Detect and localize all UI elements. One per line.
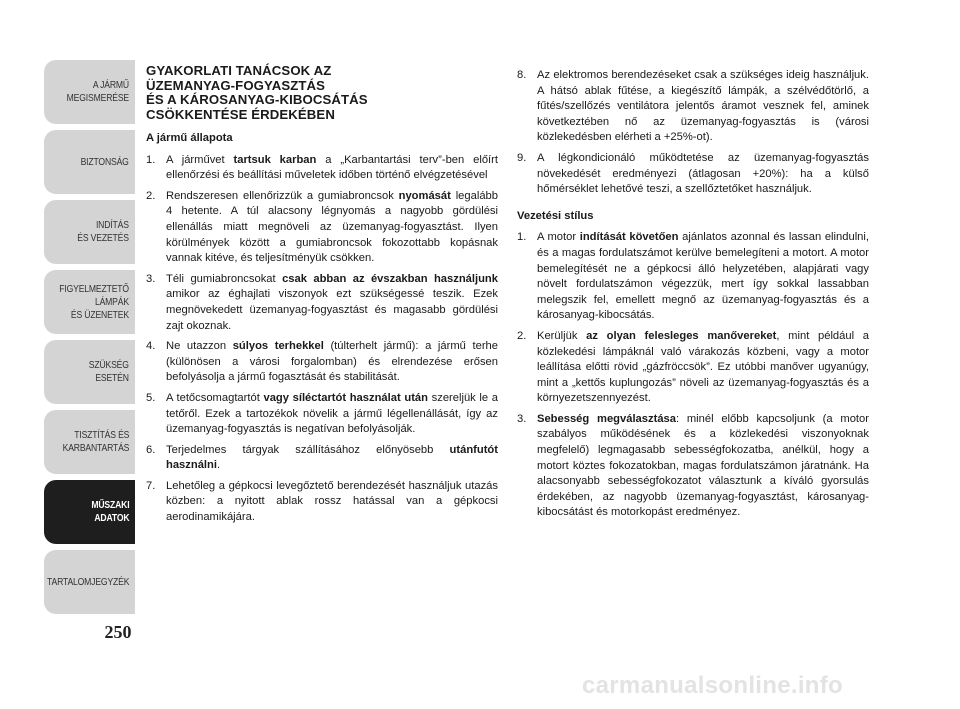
tab-label: BIZTONSÁG [80,155,129,168]
item-text: . [216,459,221,472]
item-number: 3. [146,272,156,285]
subheading-vehicle-condition: A jármű állapota [146,132,233,144]
item-emphasis: nyomását [398,189,451,202]
list-item [517,412,869,521]
item-text: amikor az éghajlati viszonyok ezt szükségessé teszik. Ezek megnövekedett üzemanyag-fogyasztást és magasabb gördülési zajt okoznak. [166,288,498,332]
item-number: 5. [146,391,156,404]
list-item [146,339,498,386]
tab-maintenance[interactable] [44,410,135,474]
item-emphasis: tartsuk karban [233,153,317,166]
list-item [517,151,869,198]
item-emphasis: utánfutót használni [166,443,498,472]
list-item [146,479,498,526]
list-item [146,153,498,184]
item-number: 7. [146,479,156,492]
tab-label: INDÍTÁS ÉS VEZETÉS [77,219,129,244]
item-number: 2. [146,189,156,202]
list-item [146,443,498,474]
item-number: 6. [146,443,156,456]
tab-index[interactable] [44,550,135,614]
item-text: Kerüljük [537,329,587,342]
tab-label: TISZTÍTÁS ÉS KARBANTARTÁS [62,429,129,454]
item-number: 1. [517,231,527,244]
tab-label: SZÜKSÉG ESETÉN [88,359,129,384]
list-item [517,68,869,146]
driving-style-list [517,230,869,521]
tab-warning-lights[interactable] [44,270,135,334]
item-text: A tetőcsomagtartót [166,391,264,404]
item-text: szereljük le a tetőről. Ezek a tartozékok növelik a jármű légellenállását, így az üzemanyag-fogyasztás is negatívan befolyásolják. [166,391,498,436]
list-item [517,230,869,324]
list-item [146,272,498,334]
item-text: a „Karbantartási terv”-ben előírt ellenőrzési és beállítási műveletek időben történő elvégzetésével [166,153,498,182]
item-emphasis: csak abban az évszakban használjunk [282,272,498,285]
item-number: 1. [146,153,156,166]
left-column [146,64,498,531]
item-number: 8. [517,69,527,81]
tab-emergency[interactable] [44,340,135,404]
item-emphasis: Sebesség megválasztása [537,412,676,425]
tips-list [146,153,498,526]
watermark: carmanualsonline.info [582,672,844,699]
tab-label: A JÁRMŰ MEGISMERÉSE [66,79,129,104]
list-item [517,329,869,407]
item-text: A motor [537,231,580,244]
tips-list-continued [517,68,869,198]
list-item [146,189,498,267]
item-text: A légkondicionáló működtetése az üzemanyag-fogyasztás növekedését eredményezi (átlagosan +20%): ha a külső hőmérséklet lehetővé teszi, a szellőztetőket használjuk. [537,151,869,196]
item-text: Rendszeresen ellenőrizzük a gumiabroncsok [166,189,399,202]
list-item [146,391,498,438]
tab-technical-data[interactable] [44,480,135,544]
tab-label: TARTALOMJEGYZÉK [46,575,129,588]
item-emphasis: indítását követően [579,231,679,244]
item-number: 4. [146,340,156,353]
item-text: (túlterhelt jármű): a jármű terhe (különösen a városi forgalomban) és elrendezése erősen befolyásolja a jármű fogasztását és stabilitását. [166,340,498,384]
tab-vehicle-overview[interactable] [44,60,135,124]
item-text: Lehetőleg a gépkocsi levegőztető berendezését használjuk utazás közben: a nyitott ablak rossz hatással van a gépkocsi aerodinamikájára. [166,479,498,524]
right-column [517,68,869,526]
subheading-driving-style: Vezetési stílus [517,209,594,222]
item-number: 3. [517,412,527,425]
item-text: Az elektromos berendezéseket csak a szükséges ideig használjuk. A hátsó ablak fűtése, a kiegészítő lámpák, a szélvédőtörlő, a fűtés/szellőzés ventilátora jelentős áramot vesznek fel, aminek következtében nő az üzemanyag-fogyasztás is (városi közlekedésben elérheti a +25%-ot). [537,69,869,144]
tab-safety[interactable] [44,130,135,194]
page-number: 250 [104,622,132,642]
item-text: A járművet [166,153,234,166]
item-text: Terjedelmes tárgyak szállításához előnyösebb [166,443,450,456]
item-emphasis: súlyos terhekkel [232,340,324,353]
section-heading: GYAKORLATI TANÁCSOK AZ ÜZEMANYAG-FOGYASZTÁS ÉS A KÁROSANYAG-KIBOCSÁTÁS CSÖKKENTÉSE ÉRDEKÉBEN [146,63,368,122]
item-text: legalább 4 hetente. A túl alacsony légnyomás a nagyobb gördülési ellenállás miatt megnöveli az üzemanyag-fogyasztást. Ilyen körülmények között a gumiabroncsok fokozottabb kopásnak vannak kitéve, és teljesítményük csökken. [166,189,498,265]
item-text: Ne utazzon [166,340,233,353]
item-text: , mint például a közlekedési lámpáknál való várakozás közbeni, vagy a motor leállítása előtti rövid „gázfröccsök”. Ez utóbbi manőver ugyanúgy, mint a „kettős kuplungozás” növeli az üzemanyag-fogyasztás és a környezetszennyezést. [537,329,870,405]
item-number: 9. [517,151,527,164]
item-emphasis: vagy síléctartót használat után [263,391,428,404]
item-emphasis: az olyan felesleges manővereket [586,329,777,342]
tab-label: MŰSZAKI ADATOK [90,499,129,524]
item-text: ajánlatos azonnal és lassan elindulni, és a magas fordulatszámot kerülve bemelegíteni a motort. A motor bemelegítését ne a gépkocsi álló helyzetében, alapjárati vagy növelt fordulatszámon végezzük, mert így sokkal lassabban melegszik fel, emellett megnő az üzemanyag-fogyasztás és a károsanyag-kibocsátás. [537,231,869,322]
tab-starting-driving[interactable] [44,200,135,264]
item-number: 2. [517,329,527,342]
tab-label: FIGYELMEZTETŐ LÁMPÁK ÉS ÜZENETEK [59,282,129,321]
item-text: Téli gumiabroncsokat [166,272,283,285]
item-text: : minél előbb kapcsoljunk (a motor szabályos működésének és a közlekedési viszonyoknak megfelelő) legmagasabb sebességfokozatba, anélkül, hogy a motort köztes fokozatokban, magas fordulatszámon járatnánk. Ha alacsonyabb sebességfokozatot választunk a kíváló gyorsulás érdekében, az nagyobb üzemanyag-fogyasztást, károsanyag-kibocsátást és motorkopást eredményez. [537,412,869,519]
